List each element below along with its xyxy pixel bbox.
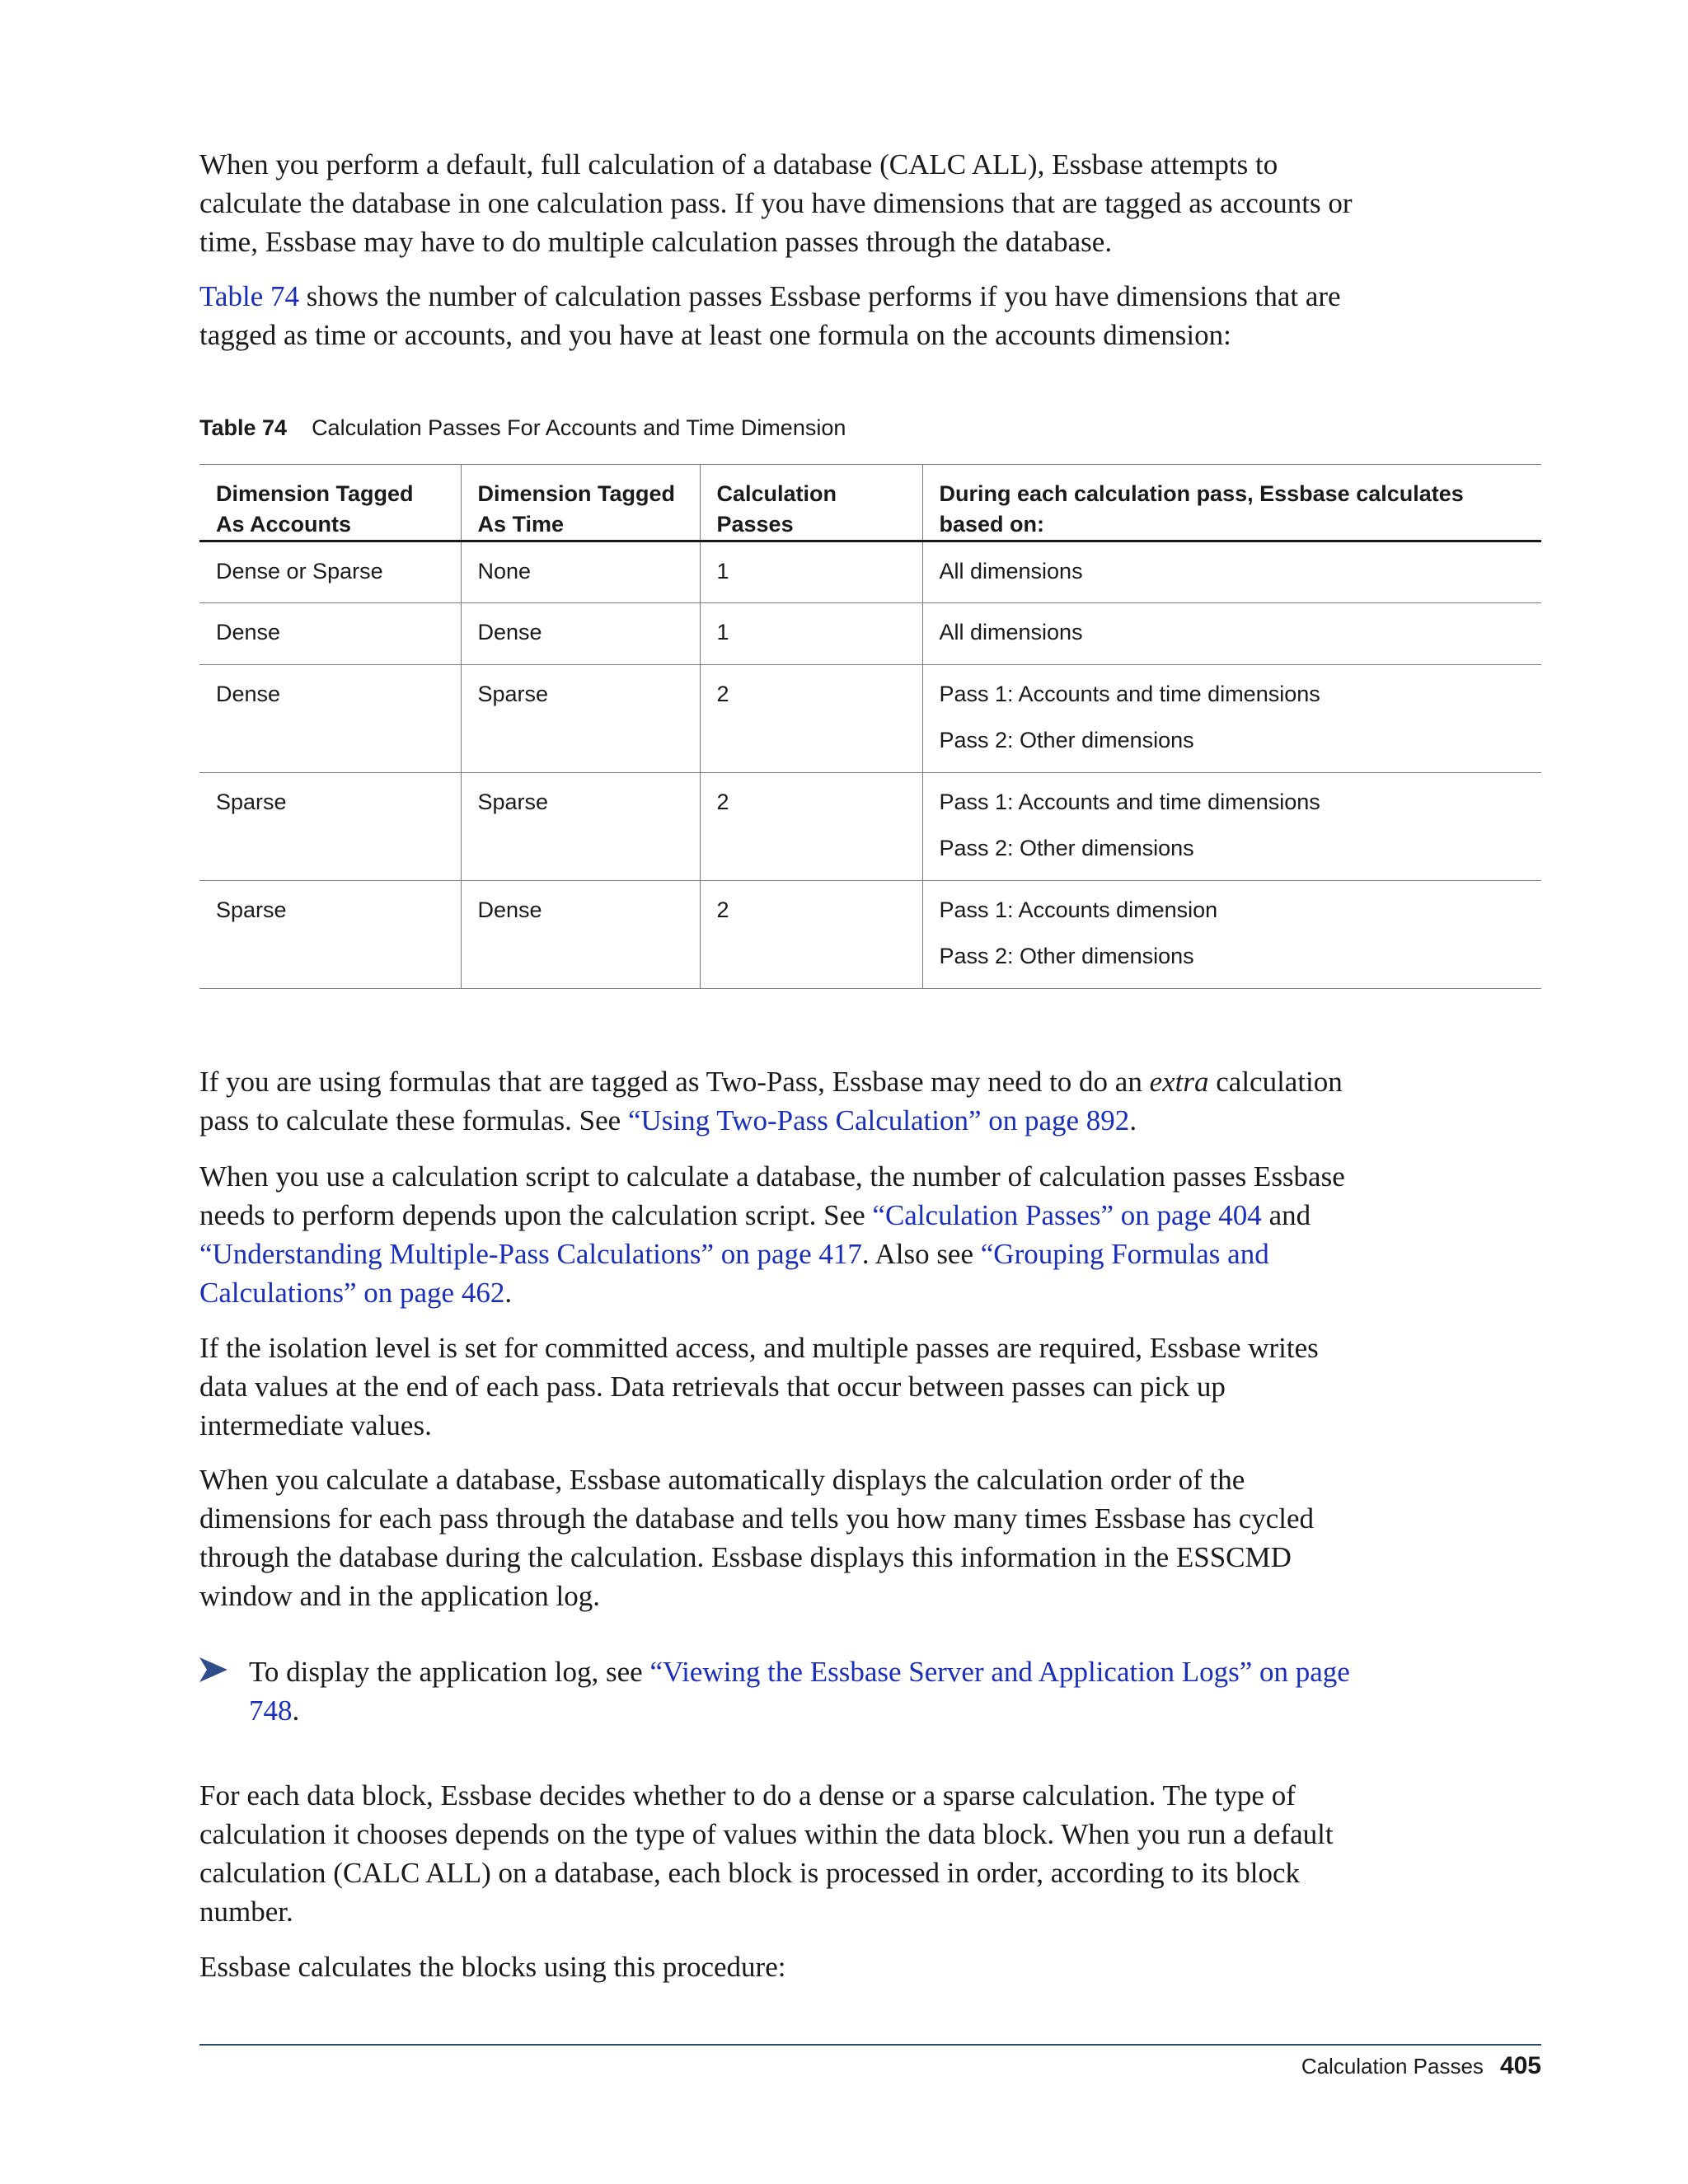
calc-script-text-b: and: [1261, 1199, 1311, 1231]
cell-accounts: Sparse: [199, 773, 461, 881]
calc-script-text-d: .: [504, 1277, 513, 1309]
cell-passes: 2: [700, 773, 922, 881]
calculation-passes-table: [199, 464, 1541, 989]
cell-during: All dimensions: [939, 620, 1083, 644]
cell-accounts: Dense: [199, 665, 461, 773]
header-passes: Calculation Passes: [700, 465, 922, 541]
isolation-paragraph: If the isolation level is set for committed access, and multiple passes are required, Essbase writes data values at the end of each pass. Data retrievals that occur between passes can pick up intermediate values.: [199, 1332, 1319, 1441]
procedure-step-text: [249, 1652, 1386, 1730]
pass-1-text: Pass 1: Accounts and time dimensions: [939, 682, 1320, 706]
two-pass-text-a: If you are using formulas that are tagged as Two-Pass, Essbase may need to do an: [199, 1066, 1150, 1098]
cell-time: Sparse: [461, 665, 700, 773]
table-row: [199, 665, 1541, 773]
footer-section-title: Calculation Passes: [1301, 2054, 1484, 2079]
grouping-formulas-link[interactable]: “Grouping Formulas and Calculations” on page 462: [199, 1238, 1269, 1309]
cell-passes: 1: [700, 603, 922, 665]
calc-script-paragraph: [199, 1157, 1353, 1312]
cell-passes: 2: [700, 881, 922, 989]
header-time: Dimension Tagged As Time: [461, 465, 700, 541]
cell-time: None: [461, 541, 700, 603]
page-footer: [1301, 2052, 1541, 2080]
arrow-bullet-icon: [199, 1657, 227, 1682]
cell-passes: 1: [700, 541, 922, 603]
cell-accounts: Dense or Sparse: [199, 541, 461, 603]
table-row: [199, 603, 1541, 665]
cell-during: All dimensions: [939, 559, 1083, 583]
pass-2-text: Pass 2: Other dimensions: [939, 836, 1194, 860]
cell-accounts: Dense: [199, 603, 461, 665]
two-pass-paragraph: [199, 1062, 1353, 1140]
pass-1-text: Pass 1: Accounts and time dimensions: [939, 790, 1320, 814]
table-row: [199, 541, 1541, 603]
pass-1-text: Pass 1: Accounts dimension: [939, 898, 1218, 922]
table-row: [199, 881, 1541, 989]
table-caption: [199, 415, 846, 441]
step-text-b: .: [292, 1694, 300, 1727]
table-row: [199, 773, 1541, 881]
footer-divider: [199, 2044, 1541, 2046]
two-pass-link[interactable]: “Using Two-Pass Calculation” on page 892: [627, 1104, 1130, 1137]
cell-during: [922, 773, 1541, 881]
cell-time: Dense: [461, 603, 700, 665]
calc-order-paragraph: When you calculate a database, Essbase automatically displays the calculation order of the dimensions for each pass through the database and tells you how many times Essbase has cycled through the database during the calculation. Essbase displays this information in the ESSCMD window and in the application log.: [199, 1464, 1315, 1612]
dense-sparse-paragraph: For each data block, Essbase decides whether to do a dense or a sparse calculation. The type of calculation it chooses depends on the type of values within the data block. When you run a default calculation (CALC ALL) on a database, each block is processed in order, according to its block number.: [199, 1779, 1334, 1928]
table-reference-text: shows the number of calculation passes Essbase performs if you have dimensions that are tagged as time or accounts, and you have at least one formula on the accounts dimension:: [199, 280, 1341, 351]
table-caption-title: Calculation Passes For Accounts and Time Dimension: [312, 415, 846, 440]
cell-during: [922, 881, 1541, 989]
calc-script-text-a: When you use a calculation script to calculate a database, the number of calculation passes Essbase needs to perform depends upon the calculation script. See: [199, 1160, 1345, 1231]
two-pass-text-b: calculation pass to calculate these formulas. See: [199, 1066, 1343, 1137]
two-pass-text-c: .: [1129, 1104, 1137, 1137]
table-74-link[interactable]: Table 74: [199, 280, 299, 312]
calc-script-text-c: . Also see: [861, 1238, 981, 1270]
cell-time: Sparse: [461, 773, 700, 881]
calculation-passes-link[interactable]: “Calculation Passes” on page 404: [872, 1199, 1262, 1231]
procedure-intro-paragraph: Essbase calculates the blocks using this procedure:: [199, 1951, 786, 1983]
table-caption-number: Table 74: [199, 415, 288, 440]
table-reference-paragraph: [199, 277, 1353, 354]
pass-2-text: Pass 2: Other dimensions: [939, 728, 1194, 752]
multiple-pass-link[interactable]: “Understanding Multiple-Pass Calculations” on page 417: [199, 1238, 862, 1270]
application-logs-link[interactable]: “Viewing the Essbase Server and Application Logs” on page 748: [249, 1656, 1350, 1727]
header-accounts: Dimension Tagged As Accounts: [199, 465, 461, 541]
cell-accounts: Sparse: [199, 881, 461, 989]
cell-passes: 2: [700, 665, 922, 773]
header-during: During each calculation pass, Essbase calculates based on:: [939, 481, 1464, 537]
emphasis-extra: extra: [1149, 1066, 1209, 1098]
pass-2-text: Pass 2: Other dimensions: [939, 944, 1194, 968]
step-text-a: To display the application log, see: [249, 1656, 650, 1688]
cell-during: [922, 665, 1541, 773]
cell-time: Dense: [461, 881, 700, 989]
table-header-row: [199, 465, 1541, 541]
intro-paragraph: When you perform a default, full calculation of a database (CALC ALL), Essbase attempts to calculate the database in one calculation pass. If you have dimensions that are tagged as accounts or time, Essbase may have to do multiple calculation passes through the database.: [199, 148, 1353, 258]
page-number: 405: [1499, 2052, 1541, 2079]
